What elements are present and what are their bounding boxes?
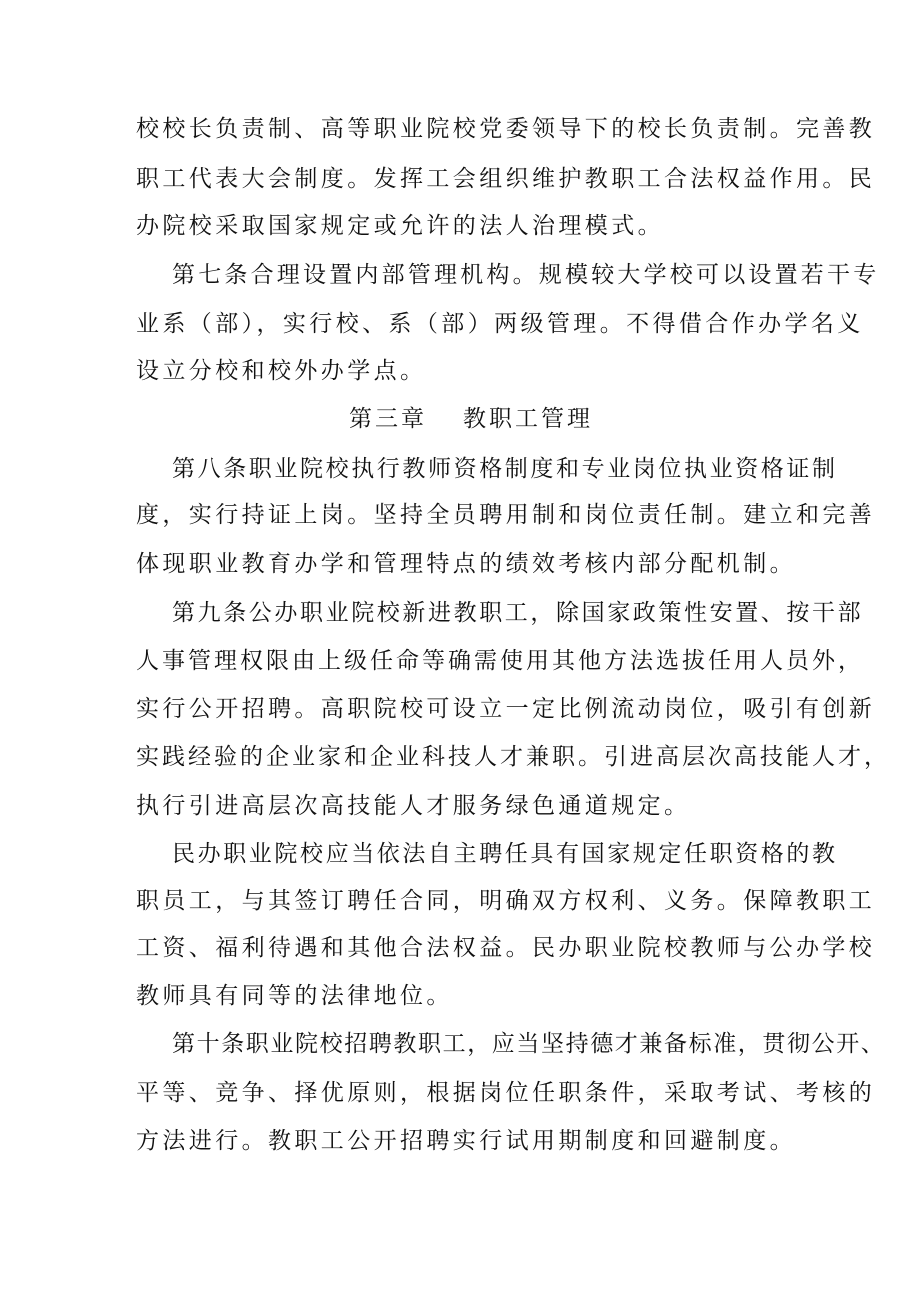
text-line: 执行引进高层次高技能人才服务绿色通道规定。 bbox=[136, 793, 691, 819]
paragraph-first-line: 第八条职业院校执行教师资格制度和专业岗位执业资格证制 bbox=[172, 456, 838, 482]
text-line: 体现职业教育办学和管理特点的绩效考核内部分配机制。 bbox=[136, 551, 796, 577]
text-line: 度，实行持证上岗。坚持全员聘用制和岗位责任制。建立和完善 bbox=[136, 502, 876, 528]
paragraph-first-line: 第九条公办职业院校新进教职工，除国家政策性安置、按干部 bbox=[172, 600, 864, 626]
text-line: 职工代表大会制度。发挥工会组织维护教职工合法权益作用。民 bbox=[136, 166, 876, 192]
paragraph-first-line: 第十条职业院校招聘教职工，应当坚持德才兼备标准，贯彻公开、 bbox=[172, 1031, 886, 1057]
text-line: 校校长负责制、高等职业院校党委领导下的校长负责制。完善教 bbox=[136, 116, 876, 142]
text-line: 办院校采取国家规定或允许的法人治理模式。 bbox=[136, 213, 664, 239]
text-line: 实践经验的企业家和企业科技人才兼职。引进高层次高技能人才， bbox=[136, 744, 890, 770]
chapter-number: 第三章 bbox=[349, 406, 427, 432]
text-line: 平等、竞争、择优原则，根据岗位任职条件，采取考试、考核的 bbox=[136, 1080, 876, 1106]
text-line: 教师具有同等的法律地位。 bbox=[136, 983, 453, 1009]
chapter-title: 教职工管理 bbox=[463, 406, 593, 432]
text-line: 实行公开招聘。高职院校可设立一定比例流动岗位，吸引有创新 bbox=[136, 696, 876, 722]
text-line: 设立分校和校外办学点。 bbox=[136, 358, 427, 384]
text-line: 业系（部），实行校、系（部）两级管理。不得借合作办学名义 bbox=[136, 311, 864, 337]
text-line: 职员工，与其签订聘任合同，明确双方权利、义务。保障教职工 bbox=[136, 888, 876, 914]
text-line: 工资、福利待遇和其他合法权益。民办职业院校教师与公办学校 bbox=[136, 935, 876, 961]
paragraph-first-line: 民办职业院校应当依法自主聘任具有国家规定任职资格的教 bbox=[172, 841, 838, 867]
paragraph-first-line: 第七条合理设置内部管理机构。规模较大学校可以设置若干专 bbox=[172, 262, 880, 288]
text-line: 人事管理权限由上级任命等确需使用其他方法选拔任用人员外， bbox=[136, 648, 864, 674]
text-line: 方法进行。教职工公开招聘实行试用期制度和回避制度。 bbox=[136, 1128, 796, 1154]
